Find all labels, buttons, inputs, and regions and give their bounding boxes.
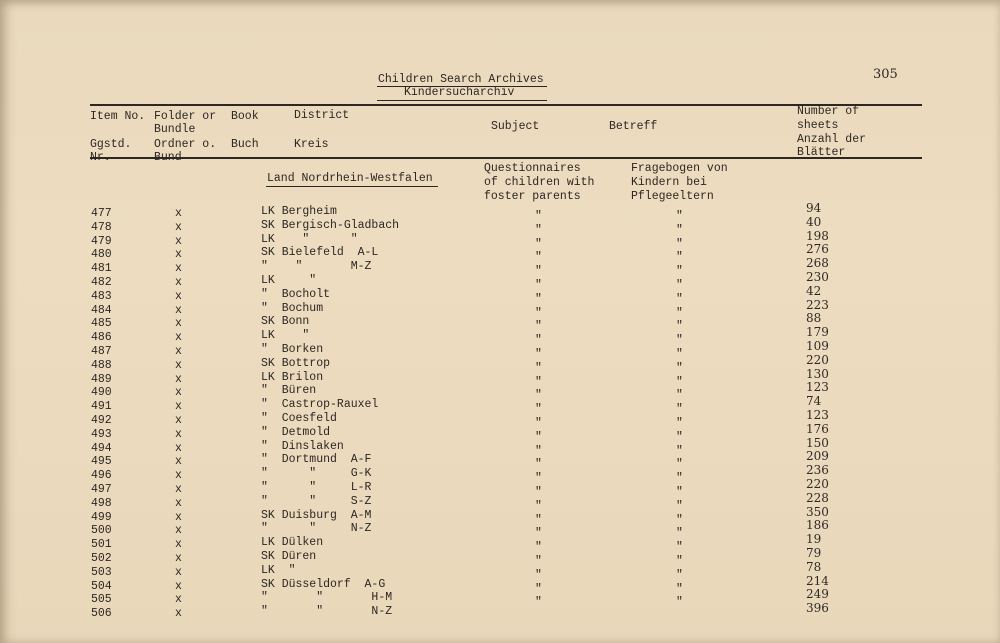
header-bundle: Bundle <box>154 123 196 136</box>
row-subject: " <box>535 596 542 610</box>
row-betreff: " <box>676 389 683 403</box>
row-betreff: " <box>676 417 683 430</box>
row-subject: " <box>535 320 542 334</box>
row-sheets: 40 <box>806 214 822 229</box>
row-item-number: 504 <box>91 579 112 593</box>
row-betreff: " <box>676 210 683 223</box>
row-folder-mark: x <box>175 358 182 372</box>
row-subject: " <box>535 292 542 306</box>
row-district: SK Bottrop <box>261 356 331 370</box>
row-betreff: " <box>676 472 683 486</box>
header-ordner: Ordner o. <box>154 138 217 151</box>
betreff-line-2: Kindern bei <box>631 176 707 189</box>
row-district: " Coesfeld <box>261 412 337 425</box>
row-item-number: 502 <box>91 552 112 565</box>
row-district: SK Bergisch-Gladbach <box>261 218 400 232</box>
row-betreff: " <box>676 444 683 458</box>
header-betreff: Betreff <box>609 120 658 133</box>
row-item-number: 485 <box>91 317 112 331</box>
row-betreff: " <box>676 265 683 279</box>
header-district: District <box>294 109 350 122</box>
row-item-number: 489 <box>91 372 112 386</box>
row-item-number: 499 <box>91 510 112 524</box>
row-folder-mark: x <box>175 455 182 469</box>
row-folder-mark: x <box>175 276 182 289</box>
row-betreff: " <box>676 596 683 610</box>
row-folder-mark: x <box>175 234 182 248</box>
row-item-number: 497 <box>91 483 112 496</box>
row-betreff: " <box>676 541 683 555</box>
header-item: Item No. <box>90 110 146 123</box>
header-anzahl: Anzahl der <box>797 133 867 146</box>
row-district: " Büren <box>261 384 317 398</box>
row-subject: " <box>535 527 542 541</box>
row-sheets: 249 <box>806 587 829 602</box>
row-item-number: 506 <box>91 607 112 621</box>
header-kreis: Kreis <box>294 138 329 151</box>
header-sheets: sheets <box>797 119 839 132</box>
header-buch: Buch <box>231 138 259 151</box>
row-betreff: " <box>676 292 683 306</box>
row-district: " Dinslaken <box>261 439 344 453</box>
row-sheets: 74 <box>806 394 822 409</box>
row-subject: " <box>535 417 542 430</box>
row-district: LK Bergheim <box>261 205 337 218</box>
row-sheets: 220 <box>806 352 829 367</box>
row-district: SK Düren <box>261 550 317 563</box>
row-betreff: " <box>676 375 683 389</box>
row-sheets: 186 <box>806 518 829 533</box>
row-item-number: 478 <box>91 220 112 234</box>
row-folder-mark: x <box>175 593 182 607</box>
row-district: " " S-Z <box>261 494 372 508</box>
row-betreff: " <box>676 306 683 320</box>
subject-line-2: of children with <box>484 176 595 189</box>
betreff-line-3: Pflegeeltern <box>631 190 714 203</box>
row-subject: " <box>535 568 542 582</box>
row-folder-mark: x <box>175 220 182 234</box>
row-item-number: 477 <box>91 207 112 220</box>
row-subject: " <box>535 279 542 292</box>
row-district: " " L-R <box>261 481 372 494</box>
row-district: LK " <box>261 274 317 287</box>
row-subject: " <box>535 430 542 444</box>
row-betreff: " <box>676 223 683 237</box>
row-item-number: 483 <box>91 289 112 303</box>
row-subject: " <box>535 472 542 486</box>
row-item-number: 488 <box>91 358 112 372</box>
row-folder-mark: x <box>175 262 182 276</box>
row-district: " Detmold <box>261 425 331 439</box>
row-sheets: 42 <box>806 283 822 298</box>
row-item-number: 496 <box>91 469 112 483</box>
row-district: LK " <box>261 563 296 577</box>
row-betreff: " <box>676 279 683 292</box>
header-bund: Bund <box>154 151 182 164</box>
row-item-number: 486 <box>91 331 112 345</box>
row-item-number: 493 <box>91 427 112 441</box>
row-folder-mark: x <box>175 510 182 524</box>
row-subject: " <box>535 306 542 320</box>
row-betreff: " <box>676 458 683 472</box>
row-sheets: 130 <box>806 366 829 381</box>
row-district: " " N-Z <box>261 522 372 536</box>
row-folder-mark: x <box>175 565 182 579</box>
row-folder-mark: x <box>175 386 182 400</box>
row-folder-mark: x <box>175 538 182 552</box>
row-district: " " N-Z <box>261 605 393 619</box>
row-district: " Bochum <box>261 301 324 315</box>
header-subject: Subject <box>491 120 540 133</box>
row-item-number: 491 <box>91 400 112 414</box>
row-subject: " <box>535 251 542 265</box>
row-folder-mark: x <box>175 289 182 303</box>
row-district: SK Düsseldorf A-G <box>261 577 386 591</box>
row-folder-mark: x <box>175 483 182 496</box>
row-betreff: " <box>676 527 683 541</box>
row-subject: " <box>535 375 542 389</box>
row-sheets: 268 <box>806 256 829 271</box>
row-item-number: 479 <box>91 234 112 248</box>
document-subtitle: Kindersucharchiv <box>404 86 515 99</box>
page-number: 305 <box>873 67 898 82</box>
row-subject: " <box>535 265 542 279</box>
row-sheets: 109 <box>806 339 829 353</box>
row-subject: " <box>535 334 542 348</box>
row-betreff: " <box>676 334 683 348</box>
row-sheets: 123 <box>806 408 829 422</box>
row-district: " Borken <box>261 343 324 356</box>
row-district: " Bocholt <box>261 287 331 301</box>
header-blaetter: Blätter <box>797 146 846 159</box>
row-sheets: 179 <box>806 325 829 340</box>
row-folder-mark: x <box>175 303 182 317</box>
section-land-underline <box>266 186 438 187</box>
row-sheets: 276 <box>806 242 829 257</box>
row-betreff: " <box>676 499 683 513</box>
row-folder-mark: x <box>175 372 182 386</box>
row-district: " Dortmund A-F <box>261 453 372 467</box>
row-item-number: 484 <box>91 303 112 317</box>
subtitle-underline <box>377 100 547 101</box>
row-betreff: " <box>676 320 683 334</box>
row-sheets: 230 <box>806 270 829 284</box>
row-betreff: " <box>676 403 683 417</box>
row-subject: " <box>535 444 542 458</box>
row-item-number: 492 <box>91 414 112 427</box>
row-betreff: " <box>676 348 683 361</box>
row-district: LK " <box>261 329 310 343</box>
row-item-number: 481 <box>91 262 112 276</box>
row-folder-mark: x <box>175 317 182 331</box>
row-subject: " <box>535 223 542 237</box>
row-folder-mark: x <box>175 469 182 483</box>
row-betreff: " <box>676 251 683 265</box>
row-sheets: 396 <box>806 601 829 616</box>
row-subject: " <box>535 361 542 375</box>
header-nr: Nr. <box>90 151 111 164</box>
row-folder-mark: x <box>175 248 182 262</box>
row-betreff: " <box>676 568 683 582</box>
row-betreff: " <box>676 513 683 527</box>
row-subject: " <box>535 486 542 499</box>
row-folder-mark: x <box>175 579 182 593</box>
row-sheets: 94 <box>806 201 822 215</box>
row-district: " " G-K <box>261 467 372 481</box>
row-district: " " M-Z <box>261 260 372 274</box>
header-folder: Folder or <box>154 110 217 123</box>
row-district: LK " " <box>261 232 358 246</box>
row-sheets: 220 <box>806 477 829 491</box>
row-betreff: " <box>676 237 683 251</box>
row-subject: " <box>535 555 542 568</box>
row-folder-mark: x <box>175 345 182 358</box>
row-district: LK Brilon <box>261 370 324 384</box>
row-sheets: 79 <box>806 546 822 560</box>
row-subject: " <box>535 458 542 472</box>
row-item-number: 495 <box>91 455 112 469</box>
row-district: " Castrop-Rauxel <box>261 398 379 412</box>
subject-line-3: foster parents <box>484 190 581 203</box>
row-item-number: 501 <box>91 538 112 552</box>
row-sheets: 198 <box>806 228 829 243</box>
row-subject: " <box>535 389 542 403</box>
row-subject: " <box>535 513 542 527</box>
row-folder-mark: x <box>175 414 182 427</box>
row-folder-mark: x <box>175 524 182 538</box>
row-subject: " <box>535 499 542 513</box>
row-folder-mark: x <box>175 331 182 345</box>
row-sheets: 209 <box>806 449 829 464</box>
row-district: " " H-M <box>261 591 393 605</box>
row-folder-mark: x <box>175 552 182 565</box>
row-betreff: " <box>676 555 683 568</box>
row-folder-mark: x <box>175 207 182 220</box>
header-ggstd: Ggstd. <box>90 138 132 151</box>
row-item-number: 490 <box>91 386 112 400</box>
row-subject: " <box>535 210 542 223</box>
row-item-number: 503 <box>91 565 112 579</box>
row-sheets: 19 <box>806 532 822 547</box>
row-district: SK Duisburg A-M <box>261 508 372 522</box>
row-sheets: 228 <box>806 490 829 505</box>
section-land: Land Nordrhein-Westfalen <box>267 172 433 185</box>
row-sheets: 123 <box>806 380 829 395</box>
row-item-number: 505 <box>91 593 112 607</box>
row-sheets: 223 <box>806 297 829 312</box>
row-folder-mark: x <box>175 400 182 414</box>
document-title: Children Search Archives <box>378 73 544 86</box>
header-book: Book <box>231 110 259 123</box>
row-subject: " <box>535 348 542 361</box>
row-sheets: 150 <box>806 435 829 450</box>
row-sheets: 214 <box>806 573 829 588</box>
row-item-number: 494 <box>91 441 112 455</box>
row-item-number: 500 <box>91 524 112 538</box>
row-district: LK Dülken <box>261 536 324 550</box>
row-betreff: " <box>676 486 683 499</box>
row-item-number: 498 <box>91 496 112 510</box>
row-subject: " <box>535 403 542 417</box>
header-number-of: Number of <box>797 105 860 118</box>
row-district: SK Bielefeld A-L <box>261 246 379 260</box>
subject-line-1: Questionnaires <box>484 162 581 175</box>
row-item-number: 480 <box>91 248 112 262</box>
row-folder-mark: x <box>175 607 182 621</box>
row-sheets: 88 <box>806 311 822 326</box>
row-sheets: 350 <box>806 504 829 519</box>
row-district: SK Bonn <box>261 315 310 329</box>
row-sheets: 176 <box>806 421 829 436</box>
betreff-line-1: Fragebogen von <box>631 162 728 175</box>
row-folder-mark: x <box>175 441 182 455</box>
row-betreff: " <box>676 361 683 375</box>
row-sheets: 78 <box>806 559 822 574</box>
row-item-number: 482 <box>91 276 112 289</box>
row-betreff: " <box>676 582 683 596</box>
row-subject: " <box>535 541 542 555</box>
row-item-number: 487 <box>91 345 112 358</box>
row-folder-mark: x <box>175 496 182 510</box>
row-sheets: 236 <box>806 463 829 478</box>
row-folder-mark: x <box>175 427 182 441</box>
row-betreff: " <box>676 430 683 444</box>
row-subject: " <box>535 237 542 251</box>
row-subject: " <box>535 582 542 596</box>
